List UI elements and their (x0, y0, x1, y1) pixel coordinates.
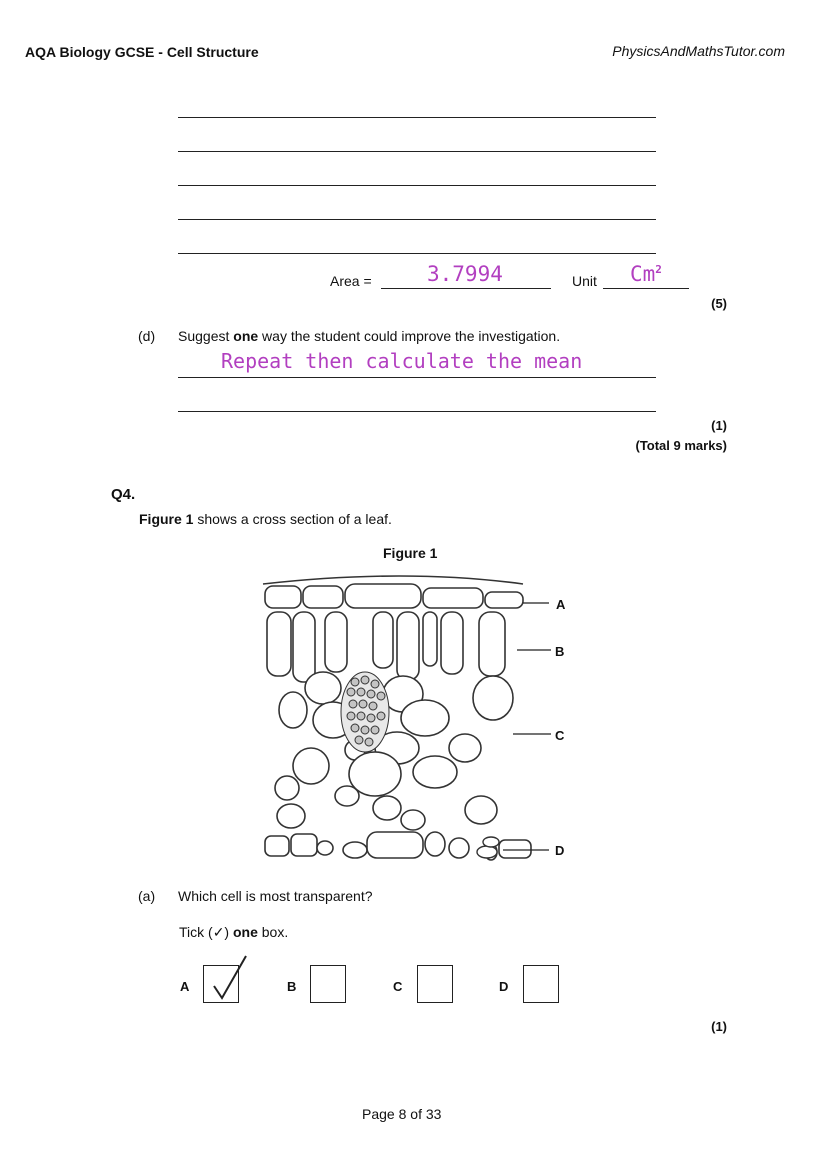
marks-d: (1) (711, 418, 727, 433)
q4-intro (139, 511, 392, 527)
answer-line (178, 151, 656, 152)
total-marks: (Total 9 marks) (635, 438, 727, 453)
option-a-checkbox[interactable] (203, 965, 239, 1003)
area-underline (381, 288, 551, 289)
answer-line (178, 253, 656, 254)
unit-label: Unit (572, 273, 597, 289)
q4-intro-text: shows a cross section of a leaf. (193, 511, 392, 527)
answer-line (178, 377, 656, 378)
figure-label-d: D (555, 843, 565, 858)
page-label: Page (362, 1106, 395, 1122)
unit-power: 2 (655, 263, 662, 276)
answer-line (178, 411, 656, 412)
header-title: AQA Biology GCSE - Cell Structure (25, 44, 259, 60)
option-d-label: D (499, 979, 509, 994)
tick-mark-icon (206, 954, 254, 1000)
page-total: 33 (425, 1106, 442, 1122)
q4-title: Q4. (111, 486, 136, 503)
figure-label-c: C (555, 728, 565, 743)
figure-label-b: B (555, 644, 565, 659)
option-b-checkbox[interactable] (310, 965, 346, 1003)
part-a-label: (a) (138, 888, 156, 904)
area-label: Area = (330, 273, 372, 289)
tick-emph: one (232, 924, 258, 940)
answer-line (178, 219, 656, 220)
option-a-label: A (180, 979, 190, 994)
page-number: 8 (398, 1106, 407, 1122)
figure-label-a: A (556, 597, 566, 612)
part-d-answer: Repeat then calculate the mean (221, 349, 583, 373)
tick-text: box. (257, 924, 289, 940)
tick-instruction (179, 924, 288, 941)
option-d-checkbox[interactable] (523, 965, 559, 1003)
option-c-label: C (393, 979, 403, 994)
option-c-checkbox[interactable] (417, 965, 453, 1003)
page-footer (362, 1106, 441, 1122)
page-of: of (410, 1106, 422, 1122)
q-emph: one (233, 328, 259, 344)
part-d-label: (d) (138, 328, 156, 344)
unit-answer (630, 262, 662, 286)
q-text: Suggest (178, 328, 234, 344)
answer-line (178, 117, 656, 118)
marks-5: (5) (711, 296, 727, 311)
part-d-question (178, 328, 560, 344)
option-b-label: B (287, 979, 297, 994)
header-site: PhysicsAndMathsTutor.com (612, 43, 785, 59)
unit-underline (603, 288, 689, 289)
unit-answer-text: Cm (630, 262, 656, 286)
answer-line (178, 185, 656, 186)
marks-a: (1) (711, 1019, 727, 1034)
figure-title: Figure 1 (383, 545, 438, 561)
q4-figure-ref: Figure 1 (139, 511, 194, 527)
area-answer: 3.7994 (427, 262, 503, 286)
part-a-question: Which cell is most transparent? (178, 888, 373, 904)
q-text: way the student could improve the investigation. (258, 328, 561, 344)
tick-text: Tick (✓) (179, 924, 233, 940)
leaf-cross-section-diagram (255, 570, 575, 875)
